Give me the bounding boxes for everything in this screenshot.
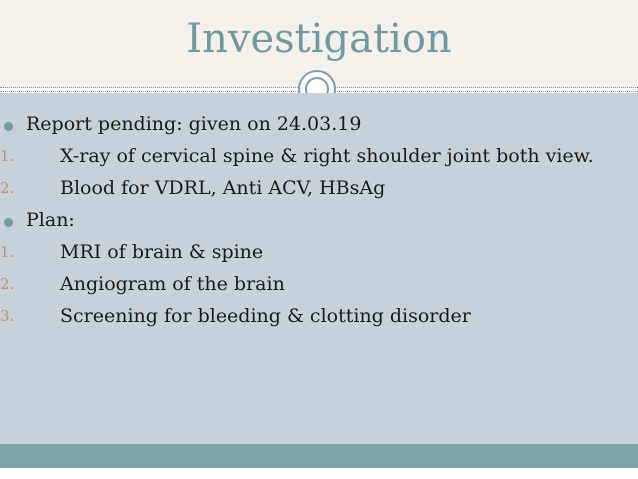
list-item	[0, 176, 620, 201]
list-item-text: Screening for bleeding & clotting disorder	[60, 305, 471, 327]
list-item	[0, 272, 620, 297]
list-item	[0, 208, 620, 233]
list-item-text: Angiogram of the brain	[60, 273, 285, 295]
list-item	[0, 304, 620, 329]
list-item-text: X-ray of cervical spine & right shoulder joint both view.	[60, 145, 594, 167]
list-item-text: MRI of brain & spine	[60, 241, 264, 263]
list-item-text: Plan:	[26, 209, 75, 231]
list-item	[0, 240, 620, 265]
list-item-number: 1.	[0, 147, 15, 165]
slide-title: Investigation	[186, 16, 452, 62]
list-item-number: 3.	[0, 307, 15, 325]
list-item-number: 2.	[0, 275, 15, 293]
bullet-icon	[4, 218, 13, 227]
list-item	[0, 144, 620, 169]
footer-band	[0, 444, 638, 468]
bullet-icon	[4, 122, 13, 131]
list-item-number: 2.	[0, 179, 15, 197]
list-item-text: Report pending: given on 24.03.19	[26, 113, 362, 135]
content-list	[0, 112, 620, 336]
list-item-text: Blood for VDRL, Anti ACV, HBsAg	[60, 177, 386, 199]
list-item-number: 1.	[0, 243, 15, 261]
list-item	[0, 112, 620, 137]
